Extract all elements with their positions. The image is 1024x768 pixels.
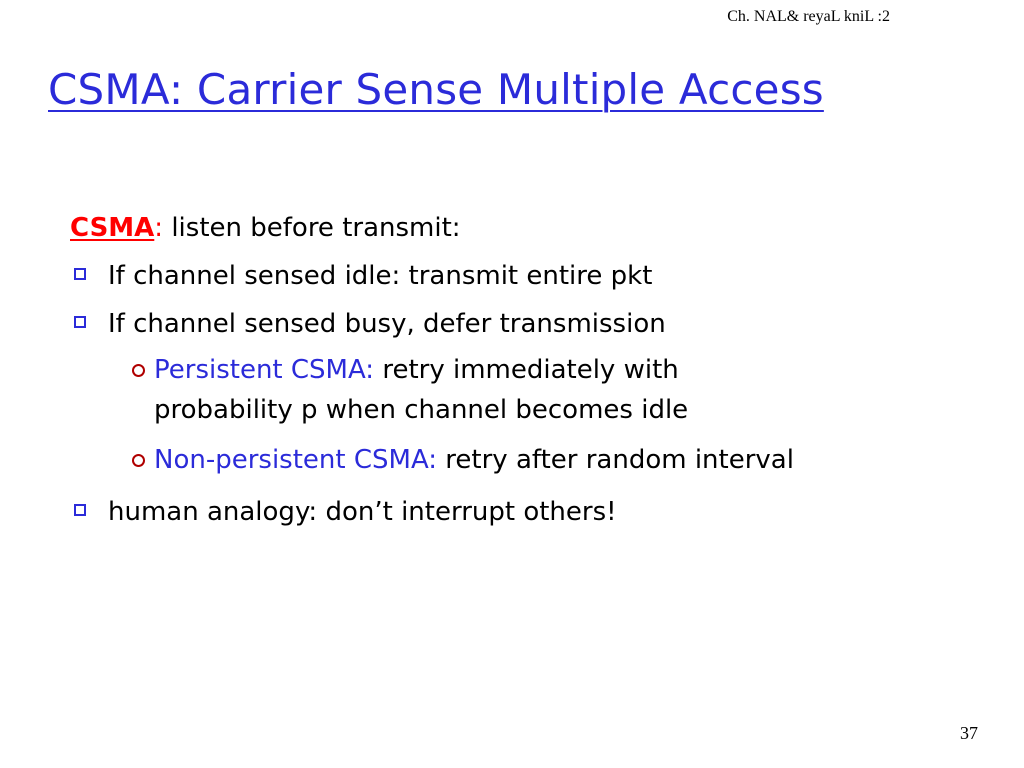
bullet-idle-text: If channel sensed idle: transmit entire pkt: [108, 261, 653, 291]
bullet-busy: [70, 300, 990, 348]
slide-title: CSMA: Carrier Sense Multiple Access: [48, 65, 824, 114]
persistent-text-1: retry immediately with: [374, 355, 679, 385]
slide-header-label: Ch. NAL& reyaL kniL :2: [727, 8, 890, 25]
csma-key-colon: :: [154, 213, 164, 243]
intro-line: [70, 204, 990, 252]
sub-bullet-persistent: [70, 350, 990, 430]
non-persistent-text: retry after random interval: [437, 445, 794, 475]
sub-bullet-non-persistent: [70, 440, 990, 480]
hollow-square-icon: [74, 316, 86, 328]
csma-key-term: CSMA: [70, 213, 155, 243]
page-number: 37: [960, 723, 978, 743]
bullet-busy-text: If channel sensed busy, defer transmission: [108, 309, 666, 339]
persistent-text-2: probability p when channel becomes idle: [154, 395, 689, 425]
persistent-line-1: [154, 350, 990, 390]
slide-body: [70, 204, 990, 536]
hollow-square-icon: [74, 504, 86, 516]
hollow-circle-icon: [132, 454, 145, 467]
bullet-analogy-text: human analogy: don’t interrupt others!: [108, 497, 617, 527]
bullet-analogy: [70, 488, 990, 536]
bullet-idle: [70, 252, 990, 300]
non-persistent-csma-term: Non-persistent CSMA:: [154, 445, 438, 475]
hollow-square-icon: [74, 268, 86, 280]
hollow-circle-icon: [132, 364, 145, 377]
intro-text: listen before transmit:: [163, 213, 461, 243]
persistent-csma-term: Persistent CSMA:: [154, 355, 375, 385]
